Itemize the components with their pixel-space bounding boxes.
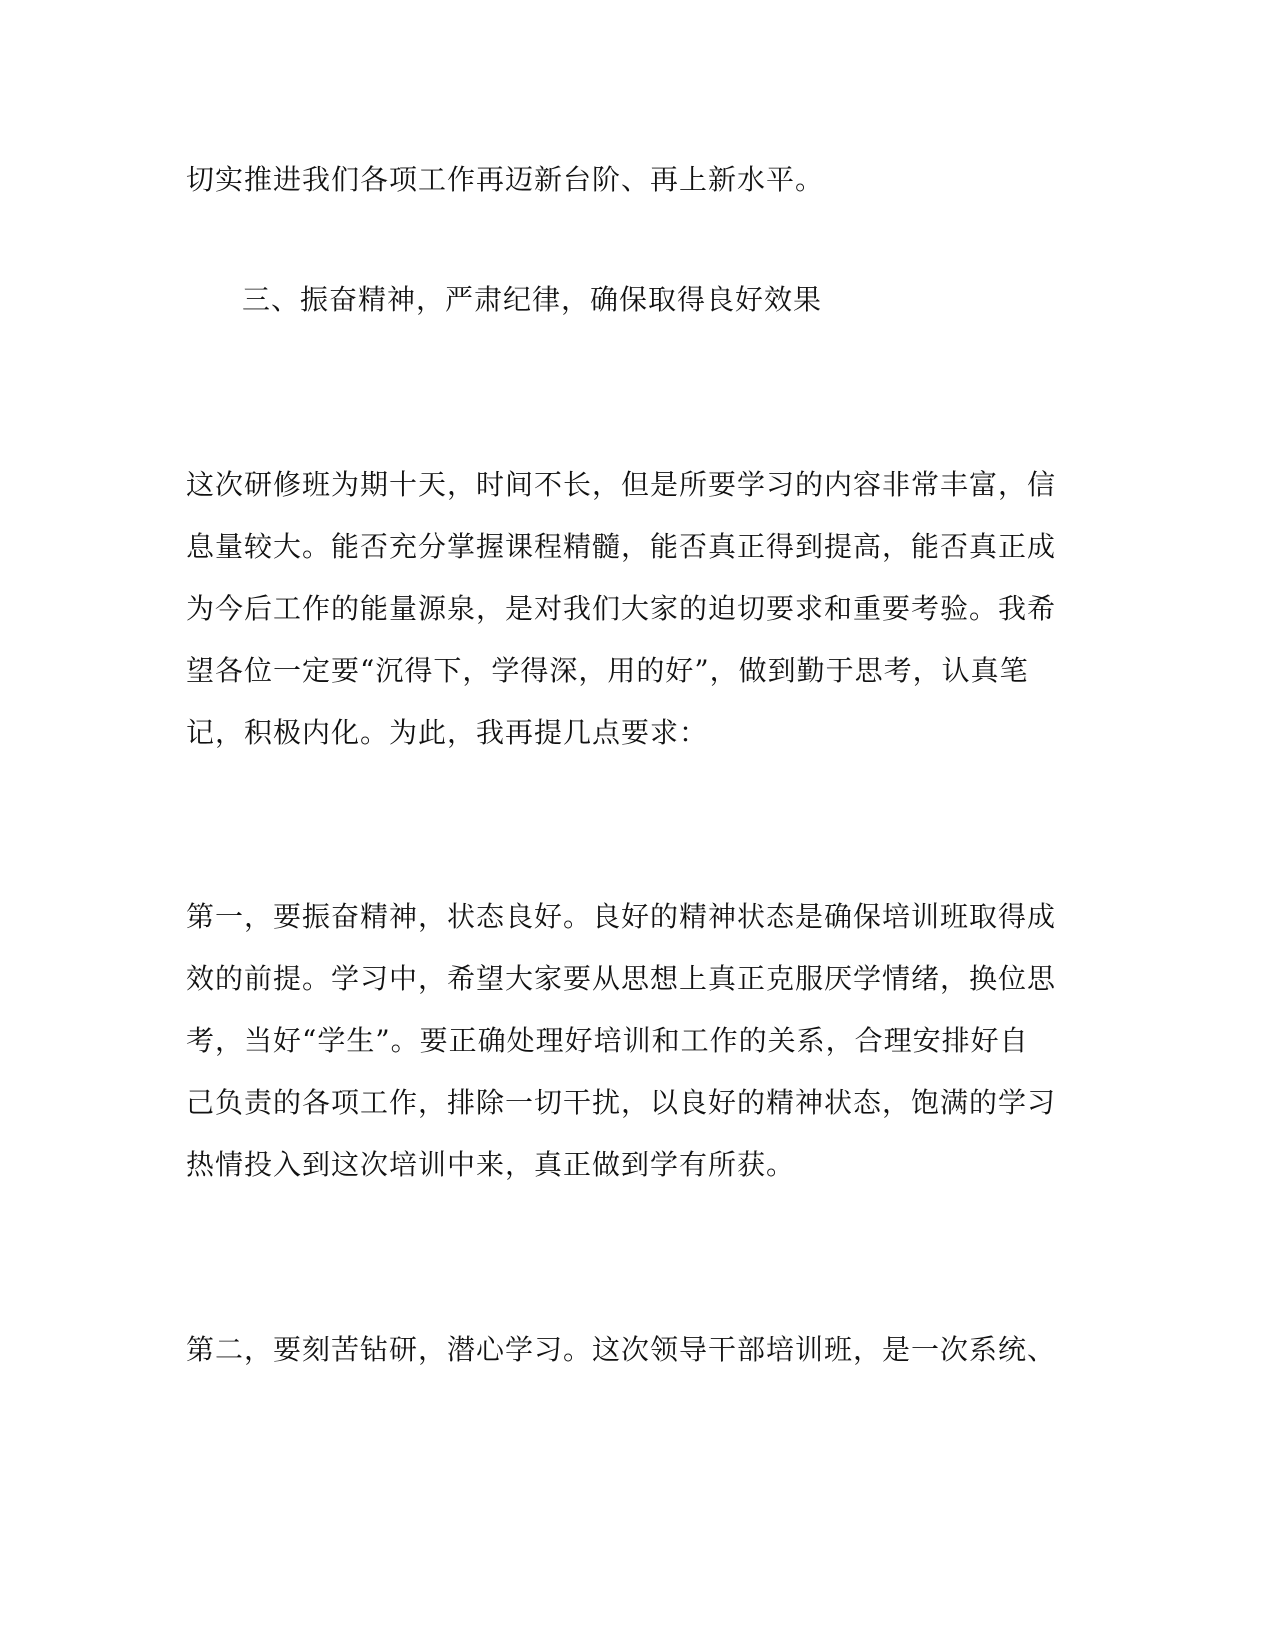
section-heading: 三、振奋精神，严肃纪律，确保取得良好效果 bbox=[242, 283, 823, 316]
paragraph-line: 切实推进我们各项工作再迈新台阶、再上新水平。 bbox=[186, 163, 825, 196]
paragraph-line: 望各位一定要“沉得下，学得深，用的好”，做到勤于思考，认真笔 bbox=[186, 654, 1029, 687]
paragraph-line: 第二，要刻苦钻研，潜心学习。这次领导干部培训班，是一次系统、 bbox=[186, 1333, 1057, 1366]
paragraph-line: 第一，要振奋精神，状态良好。良好的精神状态是确保培训班取得成 bbox=[186, 900, 1057, 933]
paragraph-line: 热情投入到这次培训中来，真正做到学有所获。 bbox=[186, 1148, 796, 1181]
paragraph-line: 为今后工作的能量源泉，是对我们大家的迫切要求和重要考验。我希 bbox=[186, 592, 1057, 625]
paragraph-line: 这次研修班为期十天，时间不长，但是所要学习的内容非常丰富，信 bbox=[186, 468, 1057, 501]
paragraph-line: 息量较大。能否充分掌握课程精髓，能否真正得到提高，能否真正成 bbox=[186, 530, 1057, 563]
paragraph-line: 考，当好“学生”。要正确处理好培训和工作的关系，合理安排好自 bbox=[186, 1024, 1029, 1057]
paragraph-line: 记，积极内化。为此，我再提几点要求： bbox=[186, 716, 709, 749]
paragraph-line: 效的前提。学习中，希望大家要从思想上真正克服厌学情绪，换位思 bbox=[186, 962, 1057, 995]
paragraph-line: 己负责的各项工作，排除一切干扰，以良好的精神状态，饱满的学习 bbox=[186, 1086, 1057, 1119]
